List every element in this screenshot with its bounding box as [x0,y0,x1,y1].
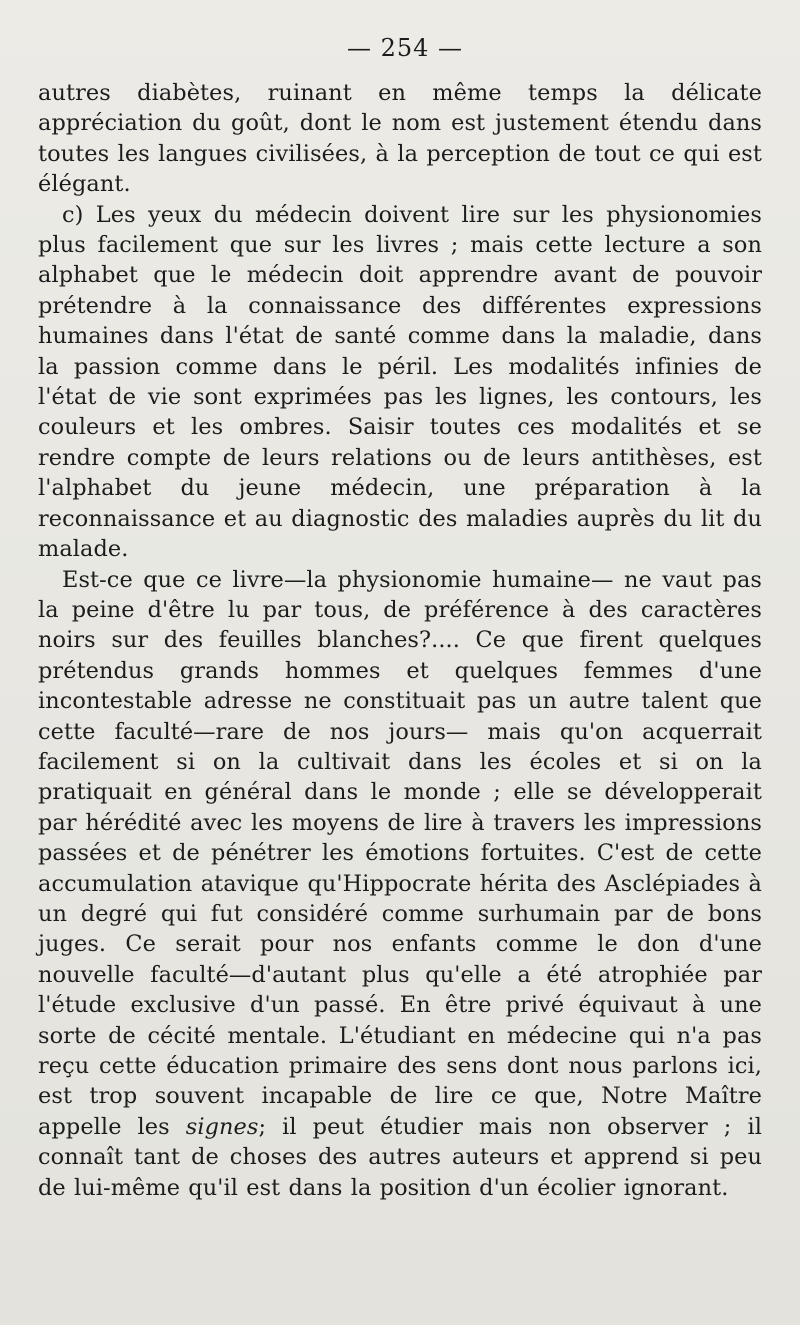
paragraph-2 [38,200,762,565]
paragraph-1 [38,78,762,200]
paragraph-1-text: autres diabètes, ruinant en même temps la délicate appréciation du goût, dont le nom est justement étendu dans toutes les langues civilisées, à la perception de tout ce qui est élégant. [38,80,762,198]
paragraph-3-text-after: ; il peut étudier mais non observer ; il connaît tant de choses des autres auteurs et apprend si peu de lui-même qu'il est dans la position d'un écolier ignorant. [38,1113,762,1201]
page-number: — 254 — [346,34,464,62]
paragraph-2-text: Les yeux du médecin doivent lire sur les physionomies plus facilement que sur les livres ; mais cette lecture a son alphabet que le médecin doit apprendre avant de pouvoir prétendre à la connaissance des différentes expressions humaines dans l'état de santé comme dans la maladie, dans la passion comme dans le péril. Les modalités infinies de l'état de vie sont exprimées pas les lignes, les contours, les couleurs et les ombres. Saisir toutes ces modalités et se rendre compte de leurs relations ou de leurs antithèses, est l'alphabet du jeune médecin, une préparation à la reconnaissance et au diagnostic des maladies auprès du lit du malade. [38,201,762,563]
paragraph-3 [38,565,762,1204]
list-marker-c: c) [62,201,84,228]
paragraph-3-text: Est-ce que ce livre—la physionomie humaine— ne vaut pas la peine d'être lu par tous, de préférence à des caractères noirs sur des feuilles blanches?.... Ce que firent quelques prétendus grands hommes et quelques femmes d'une incontestable adresse ne constituait pas un autre talent que cette faculté—rare de nos jours— mais qu'on acquerrait facilement si on la cultivait dans les écoles et si on la pratiquait en général dans le monde ; elle se développerait par hérédité avec les moyens de lire à travers les impressions passées et de pénétrer les émotions fortuites. C'est de cette accumulation atavique qu'Hippocrate hérita des Asclépiades à un degré qui fut considéré comme surhumain par de bons juges. Ce serait pour nos enfants comme le don d'une nouvelle faculté—d'autant plus qu'elle a été atrophiée par l'étude exclusive d'un passé. En être privé équivaut à une sorte de cécité mentale. L'étudiant en médecine qui n'a pas reçu cette éducation primaire des sens dont nous parlons ici, est trop souvent incapable de lire ce que, Notre Maître appelle les [38,566,762,1140]
emphasis-signes: signes [185,1113,259,1140]
